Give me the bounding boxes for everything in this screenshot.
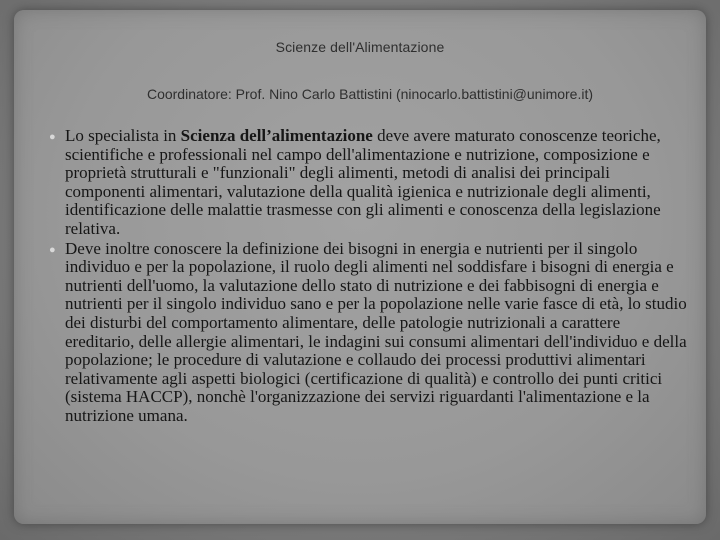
bullet-dot-icon: ● <box>49 243 56 256</box>
slide-title: Scienze dell'Alimentazione <box>275 39 445 55</box>
bullet-item-specialist <box>48 127 688 239</box>
slide-content <box>48 127 688 426</box>
bullet-item-knowledge <box>48 240 688 426</box>
bullet-dot-icon: ● <box>49 131 56 143</box>
bullet-text-bold: Scienza dell’alimentazione <box>180 126 373 145</box>
bullet-text-pre: Lo specialista in <box>65 126 181 145</box>
bullet-text-post: deve avere maturato conoscenze teoriche, scientifiche e professionali nel campo dell'alimentazione e nutrizione, composizione e proprietà strutturali e "funzionali" degli alimenti, metodi di analisi dei principali componenti alimentari, valutazione della qualità igienica e nutrizionale degli alimenti, identificazione delle malattie trasmesse con gli alimenti e conoscenza della legislazione relativa. <box>65 126 661 238</box>
slide-subtitle: Coordinatore: Prof. Nino Carlo Battistini (ninocarlo.battistini@unimore.it) <box>146 86 594 102</box>
bullet-text: Deve inoltre conoscere la definizione dei bisogni in energia e nutrienti per il singolo individuo e per la popolazione, il ruolo degli alimenti nel soddisfare i bisogni di energia e nutrienti dell'uomo, la valutazione dello stato di nutrizione e dei fabbisogni di energia e nutrienti per il singolo individuo sano e per la popolazione nelle varie fasce di età, lo studio dei disturbi del comportamento alimentare, delle patologie nutrizionali a carattere ereditario, delle allergie alimentari, le indagini sui consumi alimentari dell'individuo e della popolazione; le procedure di valutazione e collaudo dei processi produttivi alimentari relativamente agli aspetti biologici (certificazione di qualità) e controllo dei punti critici (sistema HACCP), nonchè l'organizzazione dei servizi riguardanti l'alimentazione e la nutrizione umana. <box>65 238 687 425</box>
